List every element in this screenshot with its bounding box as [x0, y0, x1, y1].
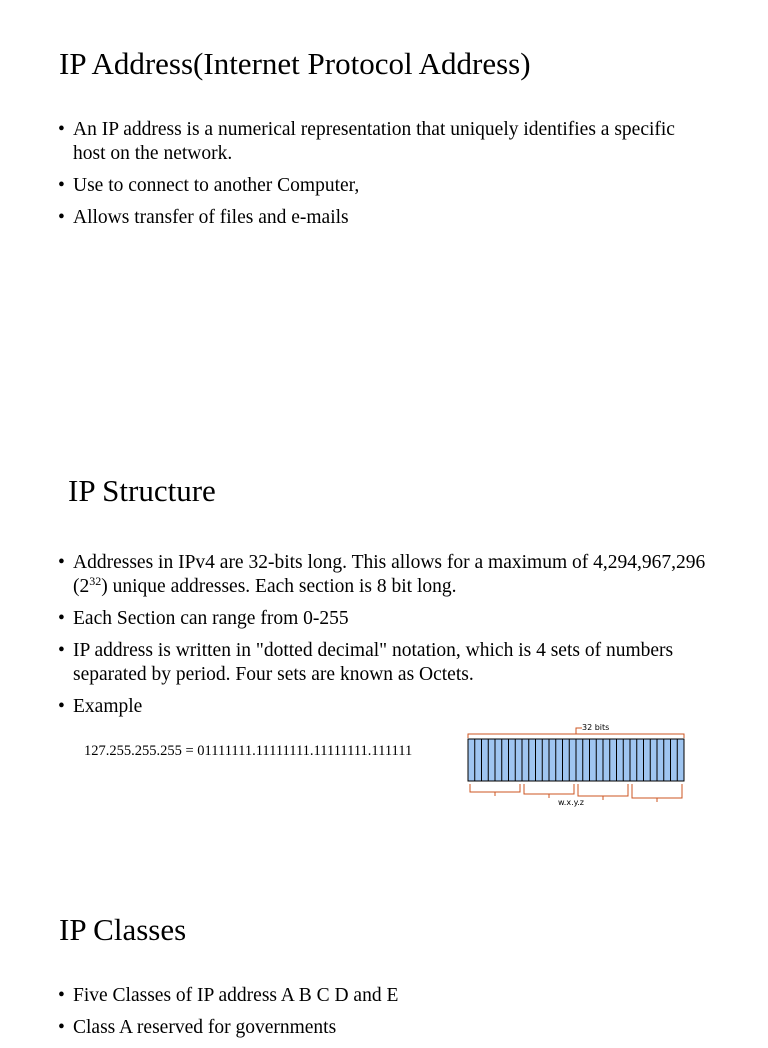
octet-bracket	[578, 784, 628, 800]
list-item: • Class A reserved for governments	[58, 1017, 337, 1038]
bullet-icon: •	[58, 696, 65, 717]
bullet-icon: •	[58, 985, 65, 1006]
bullet-icon: •	[58, 1017, 65, 1038]
octet-bracket	[632, 784, 682, 802]
section-title-ip-structure: IP Structure	[68, 473, 216, 508]
top-span-bracket	[468, 734, 684, 738]
section-title-ip-address: IP Address(Internet Protocol Address)	[59, 46, 531, 81]
exponent: 32	[89, 574, 102, 588]
bullet-icon: •	[58, 608, 65, 629]
list-item: • Allows transfer of files and e-mails	[58, 207, 349, 228]
list-item: • Five Classes of IP address A B C D and E	[58, 985, 399, 1006]
list-item: • Example	[58, 696, 143, 717]
ip-address-bullet-list	[58, 118, 708, 238]
octet-bracket	[524, 784, 574, 798]
bullet-icon: •	[58, 552, 65, 573]
ip-32-bit-diagram	[462, 720, 692, 812]
list-item: • Addresses in IPv4 are 32-bits long. This allows for a maximum of 4,294,967,296 $(2^{32})$ unique addresses. Each section is 8 bit long.	[58, 552, 706, 597]
ip-structure-bullet-list	[58, 551, 708, 727]
ip-classes-bullet-list	[58, 984, 708, 1048]
bullet-icon: •	[58, 640, 65, 661]
example-binary-conversion: 127.255.255.255 = 01111111.11111111.11111111.111111	[84, 743, 413, 759]
octet-bracket	[470, 784, 520, 796]
section-title-ip-classes: IP Classes	[59, 912, 187, 947]
list-item: • Each Section can range from 0-255	[58, 608, 349, 629]
list-item: • IP address is written in "dotted decimal" notation, which is 4 sets of numbers separated by period. Four sets are known as Octets.	[58, 640, 674, 685]
bullet-icon: •	[58, 119, 65, 140]
diagram-top-label: 32 bits	[582, 723, 610, 732]
diagram-bottom-label: w.x.y.z	[558, 798, 584, 807]
bullet-icon: •	[58, 207, 65, 228]
list-item: • An IP address is a numerical representation that uniquely identifies a specific host on the network.	[58, 119, 675, 164]
bullet-icon: •	[58, 175, 65, 196]
list-item: • Use to connect to another Computer,	[58, 175, 360, 196]
